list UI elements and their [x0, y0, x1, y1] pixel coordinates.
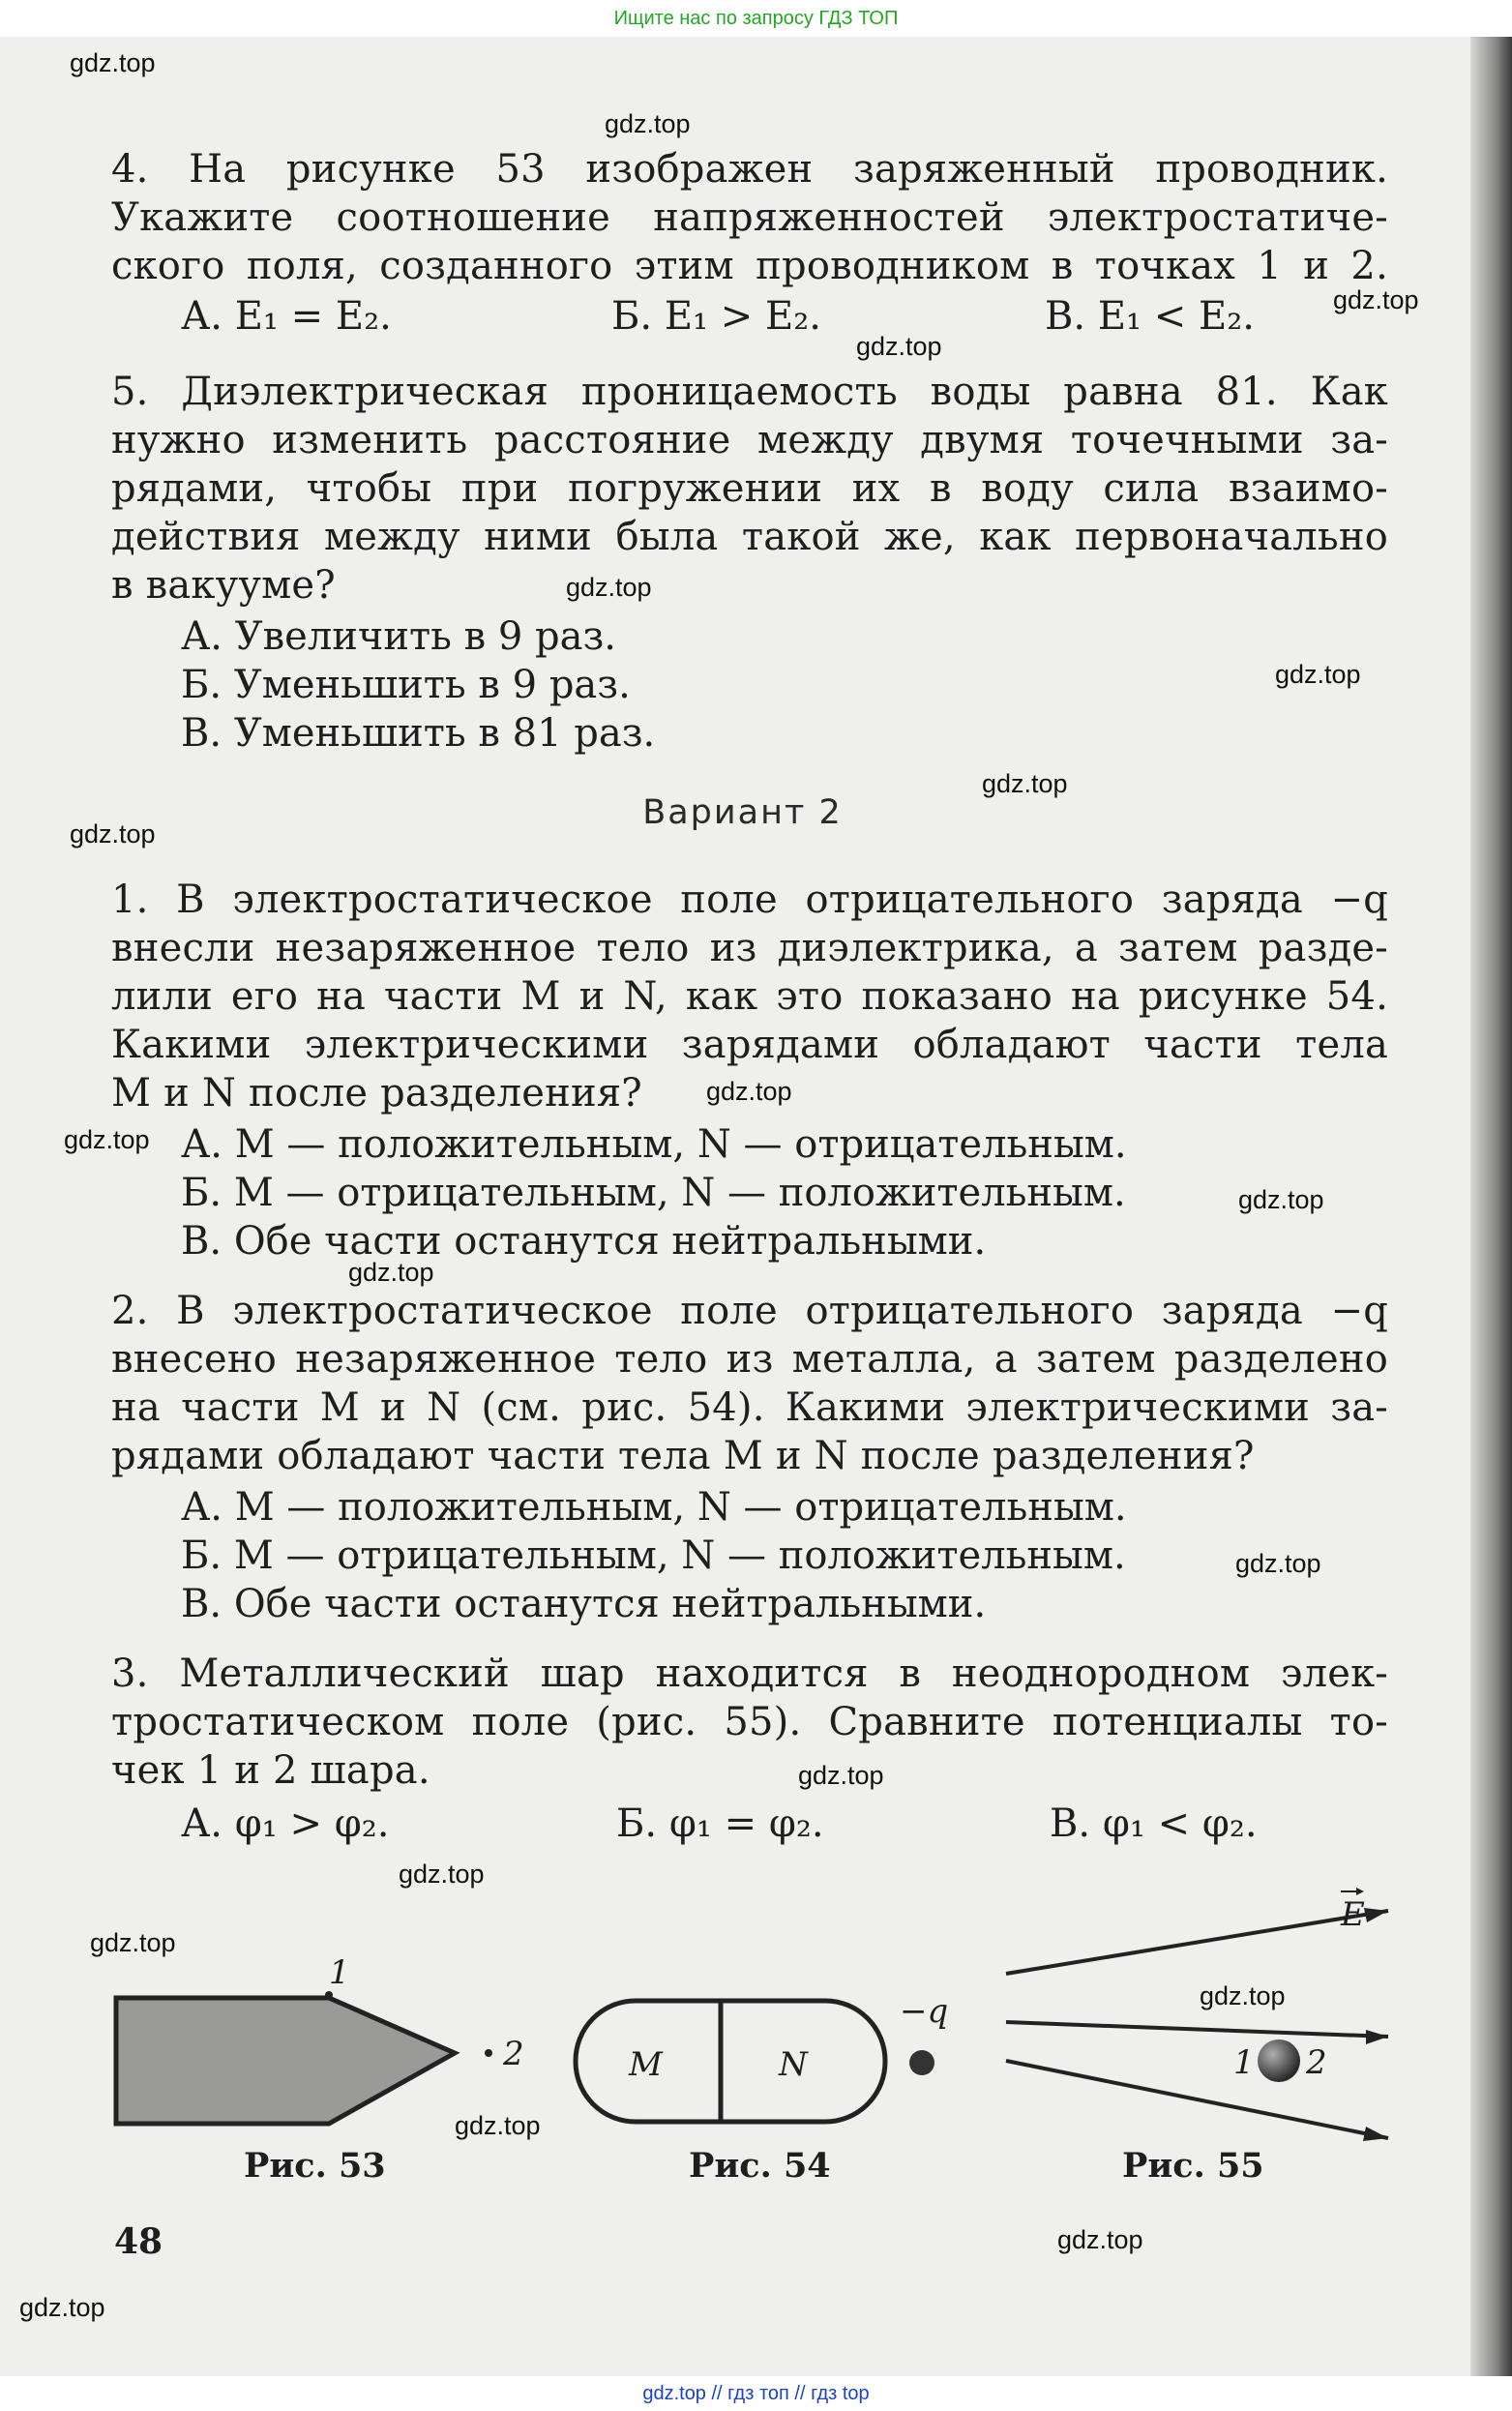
watermark[interactable]: gdz.top — [1057, 2225, 1143, 2254]
watermark[interactable]: gdz.top — [1238, 1185, 1324, 1214]
page-binding-edge — [1470, 37, 1512, 2376]
watermark[interactable]: gdz.top — [1275, 660, 1361, 689]
arrow-middle — [1366, 2030, 1388, 2044]
part-n-label: N — [779, 2045, 808, 2084]
watermark[interactable]: gdz.top — [399, 1860, 485, 1889]
watermark[interactable]: gdz.top — [566, 573, 652, 602]
v2q1-option-a: А. M — положительным, N — отрицательным. — [181, 1122, 1127, 1167]
watermark[interactable]: gdz.top — [90, 1928, 176, 1957]
footer-banner[interactable]: gdz.top // гдз топ // гдз top — [642, 2383, 870, 2404]
metal-ball — [1258, 2039, 1300, 2082]
v2q2-option-a: А. M — положительным, N — отрицательным. — [181, 1485, 1127, 1530]
watermark[interactable]: gdz.top — [19, 2293, 105, 2322]
q4-option-a: А. E₁ = E₂. — [181, 294, 392, 339]
q5-line-1: 5. Диэлектрическая проницаемость воды равна 81. Как — [111, 370, 1388, 414]
q4-line-2: Укажите соотношение напряженностей электростатиче- — [111, 195, 1388, 240]
point-1-dot — [325, 1991, 333, 1999]
field-e-label: E — [1341, 1895, 1365, 1934]
fig53-point-1-label: 1 — [329, 1953, 350, 1992]
watermark[interactable]: gdz.top — [798, 1761, 884, 1790]
dielectric-body — [576, 2001, 885, 2122]
watermark[interactable]: gdz.top — [605, 109, 691, 138]
q4-line-3: ского поля, созданного этим проводником в точках 1 и 2. — [111, 244, 1388, 288]
charge-label: −q — [900, 1992, 949, 2031]
page-number: 48 — [114, 2221, 163, 2262]
v2q3-line-3: чек 1 и 2 шара. — [111, 1748, 430, 1793]
vector-arrow-head — [1356, 1888, 1364, 1895]
fig55-point-2-label: 2 — [1306, 2043, 1327, 2082]
part-m-label: M — [629, 2045, 663, 2084]
fig53-caption: Рис. 53 — [244, 2146, 386, 2186]
q5-option-c: В. Уменьшить в 81 раз. — [181, 711, 656, 756]
v2q2-line-3: на части M и N (см. рис. 54). Какими электрическими за- — [111, 1385, 1388, 1430]
negative-charge — [909, 2050, 934, 2075]
watermark[interactable]: gdz.top — [455, 2111, 541, 2140]
q4-option-b: Б. E₁ > E₂. — [611, 294, 821, 339]
watermark[interactable]: gdz.top — [856, 332, 942, 361]
v2q3-line-2: тростатическом поле (рис. 55). Сравните потенциалы то- — [111, 1700, 1388, 1744]
fig55-point-1-label: 1 — [1233, 2043, 1255, 2082]
v2q2-option-c: В. Обе части останутся нейтральными. — [181, 1582, 987, 1626]
field-line-top — [1006, 1911, 1388, 1974]
v2q1-option-b: Б. M — отрицательным, N — положительным. — [181, 1171, 1126, 1215]
v2q1-line-3: лили его на части M и N, как это показано на рисунке 54. — [111, 974, 1388, 1019]
v2q2-line-4: рядами обладают части тела M и N после разделения? — [111, 1434, 1255, 1478]
watermark[interactable]: gdz.top — [706, 1077, 792, 1106]
v2q1-line-1: 1. В электростатическое поле отрицательного заряда −q — [111, 878, 1388, 922]
v2q2-line-2: внесено незаряженное тело из металла, а затем разделено — [111, 1337, 1388, 1382]
variant-title: Вариант 2 — [642, 793, 843, 832]
q5-line-2: нужно изменить расстояние между двумя точечными за- — [111, 418, 1388, 462]
watermark[interactable]: gdz.top — [1235, 1549, 1321, 1578]
v2q2-line-1: 2. В электростатическое поле отрицательного заряда −q — [111, 1289, 1388, 1333]
v2q3-line-1: 3. Металлический шар находится в неоднородном элек- — [111, 1652, 1388, 1696]
v2q1-line-5: M и N после разделения? — [111, 1071, 642, 1116]
watermark[interactable]: gdz.top — [1200, 1981, 1286, 2010]
fig54-caption: Рис. 54 — [689, 2146, 831, 2186]
watermark[interactable]: gdz.top — [70, 48, 156, 77]
v2q3-option-c: В. φ₁ < φ₂. — [1050, 1801, 1258, 1846]
watermark[interactable]: gdz.top — [982, 769, 1068, 798]
q4-line-1: 4. На рисунке 53 изображен заряженный проводник. — [111, 147, 1388, 192]
q5-option-a: А. Увеличить в 9 раз. — [181, 614, 616, 659]
q5-line-3: рядами, чтобы при погружении их в воду сила взаимо- — [111, 466, 1388, 511]
q5-line-4: действия между ними была такой же, как первоначально — [111, 515, 1388, 559]
watermark[interactable]: gdz.top — [64, 1125, 150, 1154]
watermark[interactable]: gdz.top — [1333, 285, 1419, 314]
header-banner[interactable]: Ищите нас по запросу ГДЗ ТОП — [613, 8, 899, 29]
charged-conductor-shape — [116, 1998, 455, 2124]
figure-55 — [987, 1862, 1393, 2153]
v2q3-option-b: Б. φ₁ = φ₂. — [616, 1801, 824, 1846]
v2q1-line-4: Какими электрическими зарядами обладают части тела — [111, 1023, 1388, 1067]
q4-option-c: В. E₁ < E₂. — [1045, 294, 1255, 339]
v2q1-option-c: В. Обе части останутся нейтральными. — [181, 1219, 987, 1264]
figure-54 — [566, 1945, 982, 2158]
field-line-middle — [1006, 2022, 1388, 2037]
field-line-bottom — [1006, 2061, 1388, 2138]
watermark[interactable]: gdz.top — [70, 819, 156, 848]
fig55-caption: Рис. 55 — [1122, 2146, 1264, 2186]
watermark[interactable]: gdz.top — [348, 1258, 434, 1287]
q5-option-b: Б. Уменьшить в 9 раз. — [181, 663, 631, 707]
v2q2-option-b: Б. M — отрицательным, N — положительным. — [181, 1533, 1126, 1578]
q5-line-5: в вакууме? — [111, 563, 336, 608]
v2q1-line-2: внесли незаряженное тело из диэлектрика, а затем разде- — [111, 926, 1388, 970]
v2q3-option-a: А. φ₁ > φ₂. — [181, 1801, 390, 1846]
point-2-dot — [485, 2049, 492, 2057]
fig53-point-2-label: 2 — [503, 2035, 524, 2073]
